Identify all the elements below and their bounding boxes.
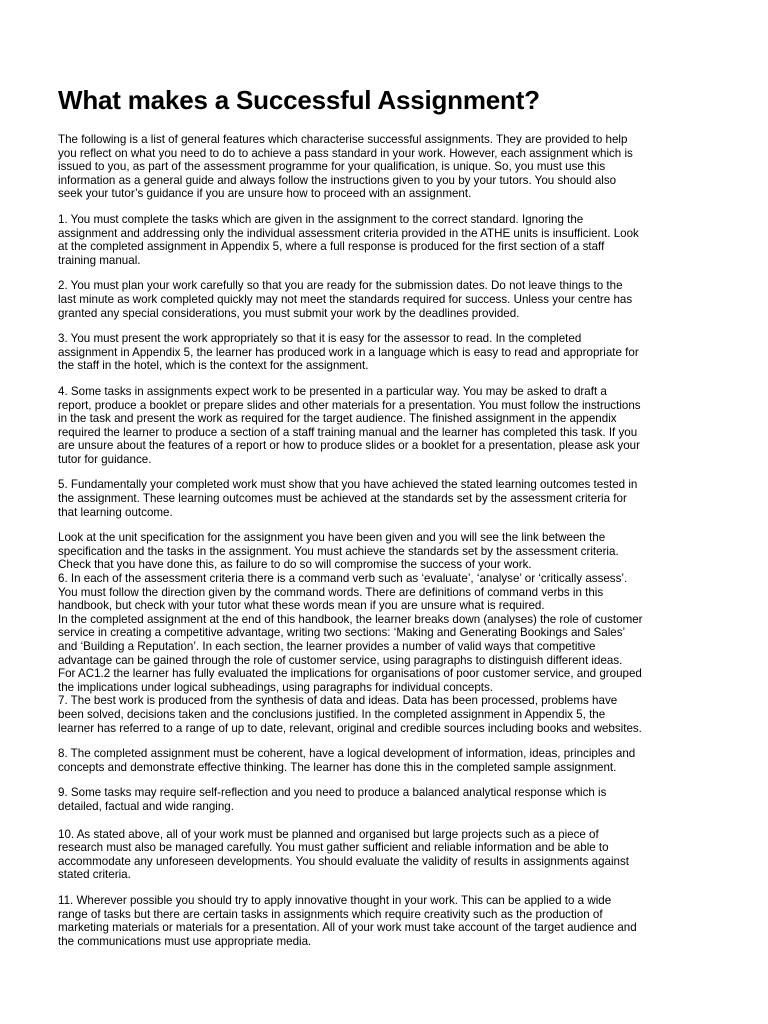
paragraph-10: 10. As stated above, all of your work must be planned and organised but large projects such as a piece of research must also be managed carefully. You must gather sufficient and reliable information and be able to accommodate any unforeseen developments. You should evaluate the validity of results in assignments against stated criteria. [58, 827, 630, 882]
page-title: What makes a Successful Assignment? [58, 85, 540, 115]
paragraph-3: 3. You must present the work appropriately so that it is easy for the assessor to read. In the completed assignment in Appendix 5, the learner has produced work in a language which is easy to read and appropriate for the staff in the hotel, which is the context for the assignment. [58, 332, 639, 373]
paragraph-9: 9. Some tasks may require self-reflection and you need to produce a balanced analytical response which is detailed, factual and wide ranging. [58, 786, 607, 813]
paragraph-8: 8. The completed assignment must be coherent, have a logical development of information, ideas, principles and concepts and demonstrate effective thinking. The learner has done this in the completed sample assignment. [58, 747, 636, 774]
paragraph-5: 5. Fundamentally your completed work must show that you have achieved the stated learning outcomes tested in the assignment. These learning outcomes must be achieved at the standards set by the assessment criteria for that learning outcome. [58, 478, 638, 519]
paragraph-1: 1. You must complete the tasks which are given in the assignment to the correct standard. Ignoring the assignment and addressing only the individual assessment criteria provided in the ATHE units is insufficient. Look at the completed assignment in Appendix 5, where a full response is produced for the first section of a staff training manual. [58, 212, 639, 267]
paragraph-11: 11. Wherever possible you should try to apply innovative thought in your work. This can be applied to a wide range of tasks but there are certain tasks in assignments which require creativity such as the production of marketing materials or materials for a presentation. All of your work must take account of the target audience and the communications must use appropriate media. [58, 893, 637, 948]
paragraph-2: 2. You must plan your work carefully so that you are ready for the submission dates. Do not leave things to the last minute as work completed quickly may not meet the standards required for success. Unless your centre has granted any special considerations, you must submit your work by the deadlines provided. [58, 279, 633, 320]
paragraph-unit-spec: Look at the unit specification for the assignment you have been given and you will see the link between the specification and the tasks in the assignment. You must achieve the standards set by the assessment criteria. Check that you have done this, as failure to do so will compromise the success of your work. 6. In each of the assessment criteria there is a command verb such as ‘evaluate’, ‘analyse’ or ‘critically assess’. You must follow the direction given by the command words. There are definitions of command verbs in this handbook, but check with your tutor what these words mean if you are unsure what is required. In the completed assignment at the end of this handbook, the learner breaks down (analyses) the role of customer service in creating a competitive advantage, writing two sections: ‘Making and Generating Bookings and Sales’ and ‘Building a Reputation’. In each section, the learner provides a number of valid ways that competitive advantage can be gained through the role of customer service, using paragraphs to distinguish different ideas. For AC1.2 the learner has fully evaluated the implications for organisations of poor customer service, and grouped the implications under logical subheadings, using paragraphs for individual concepts. 7. The best work is produced from the synthesis of data and ideas. Data has been processed, problems have been solved, decisions taken and the conclusions justified. In the completed assignment in Appendix 5, the learner has referred to a range of up to date, relevant, original and credible sources including books and websites. [58, 531, 643, 735]
paragraph-4: 4. Some tasks in assignments expect work to be presented in a particular way. You may be asked to draft a report, produce a booklet or prepare slides and other materials for a presentation. You must follow the instructions in the task and present the work as required for the target audience. The finished assignment in the appendix required the learner to produce a section of a staff training manual and the learner has completed this task. If you are unsure about the features of a report or how to produce slides or a booklet for a presentation, please ask your tutor for guidance. [58, 384, 641, 466]
intro-paragraph: The following is a list of general features which characterise successful assignments. They are provided to help you reflect on what you need to do to achieve a pass standard in your work. However, each assignment which is issued to you, as part of the assessment programme for your qualification, is unique. So, you must use this information as a general guide and always follow the instructions given to you by your tutors. You should also seek your tutor’s guidance if you are unsure how to proceed with an assignment. [58, 133, 633, 201]
document-page [58, 83, 718, 960]
